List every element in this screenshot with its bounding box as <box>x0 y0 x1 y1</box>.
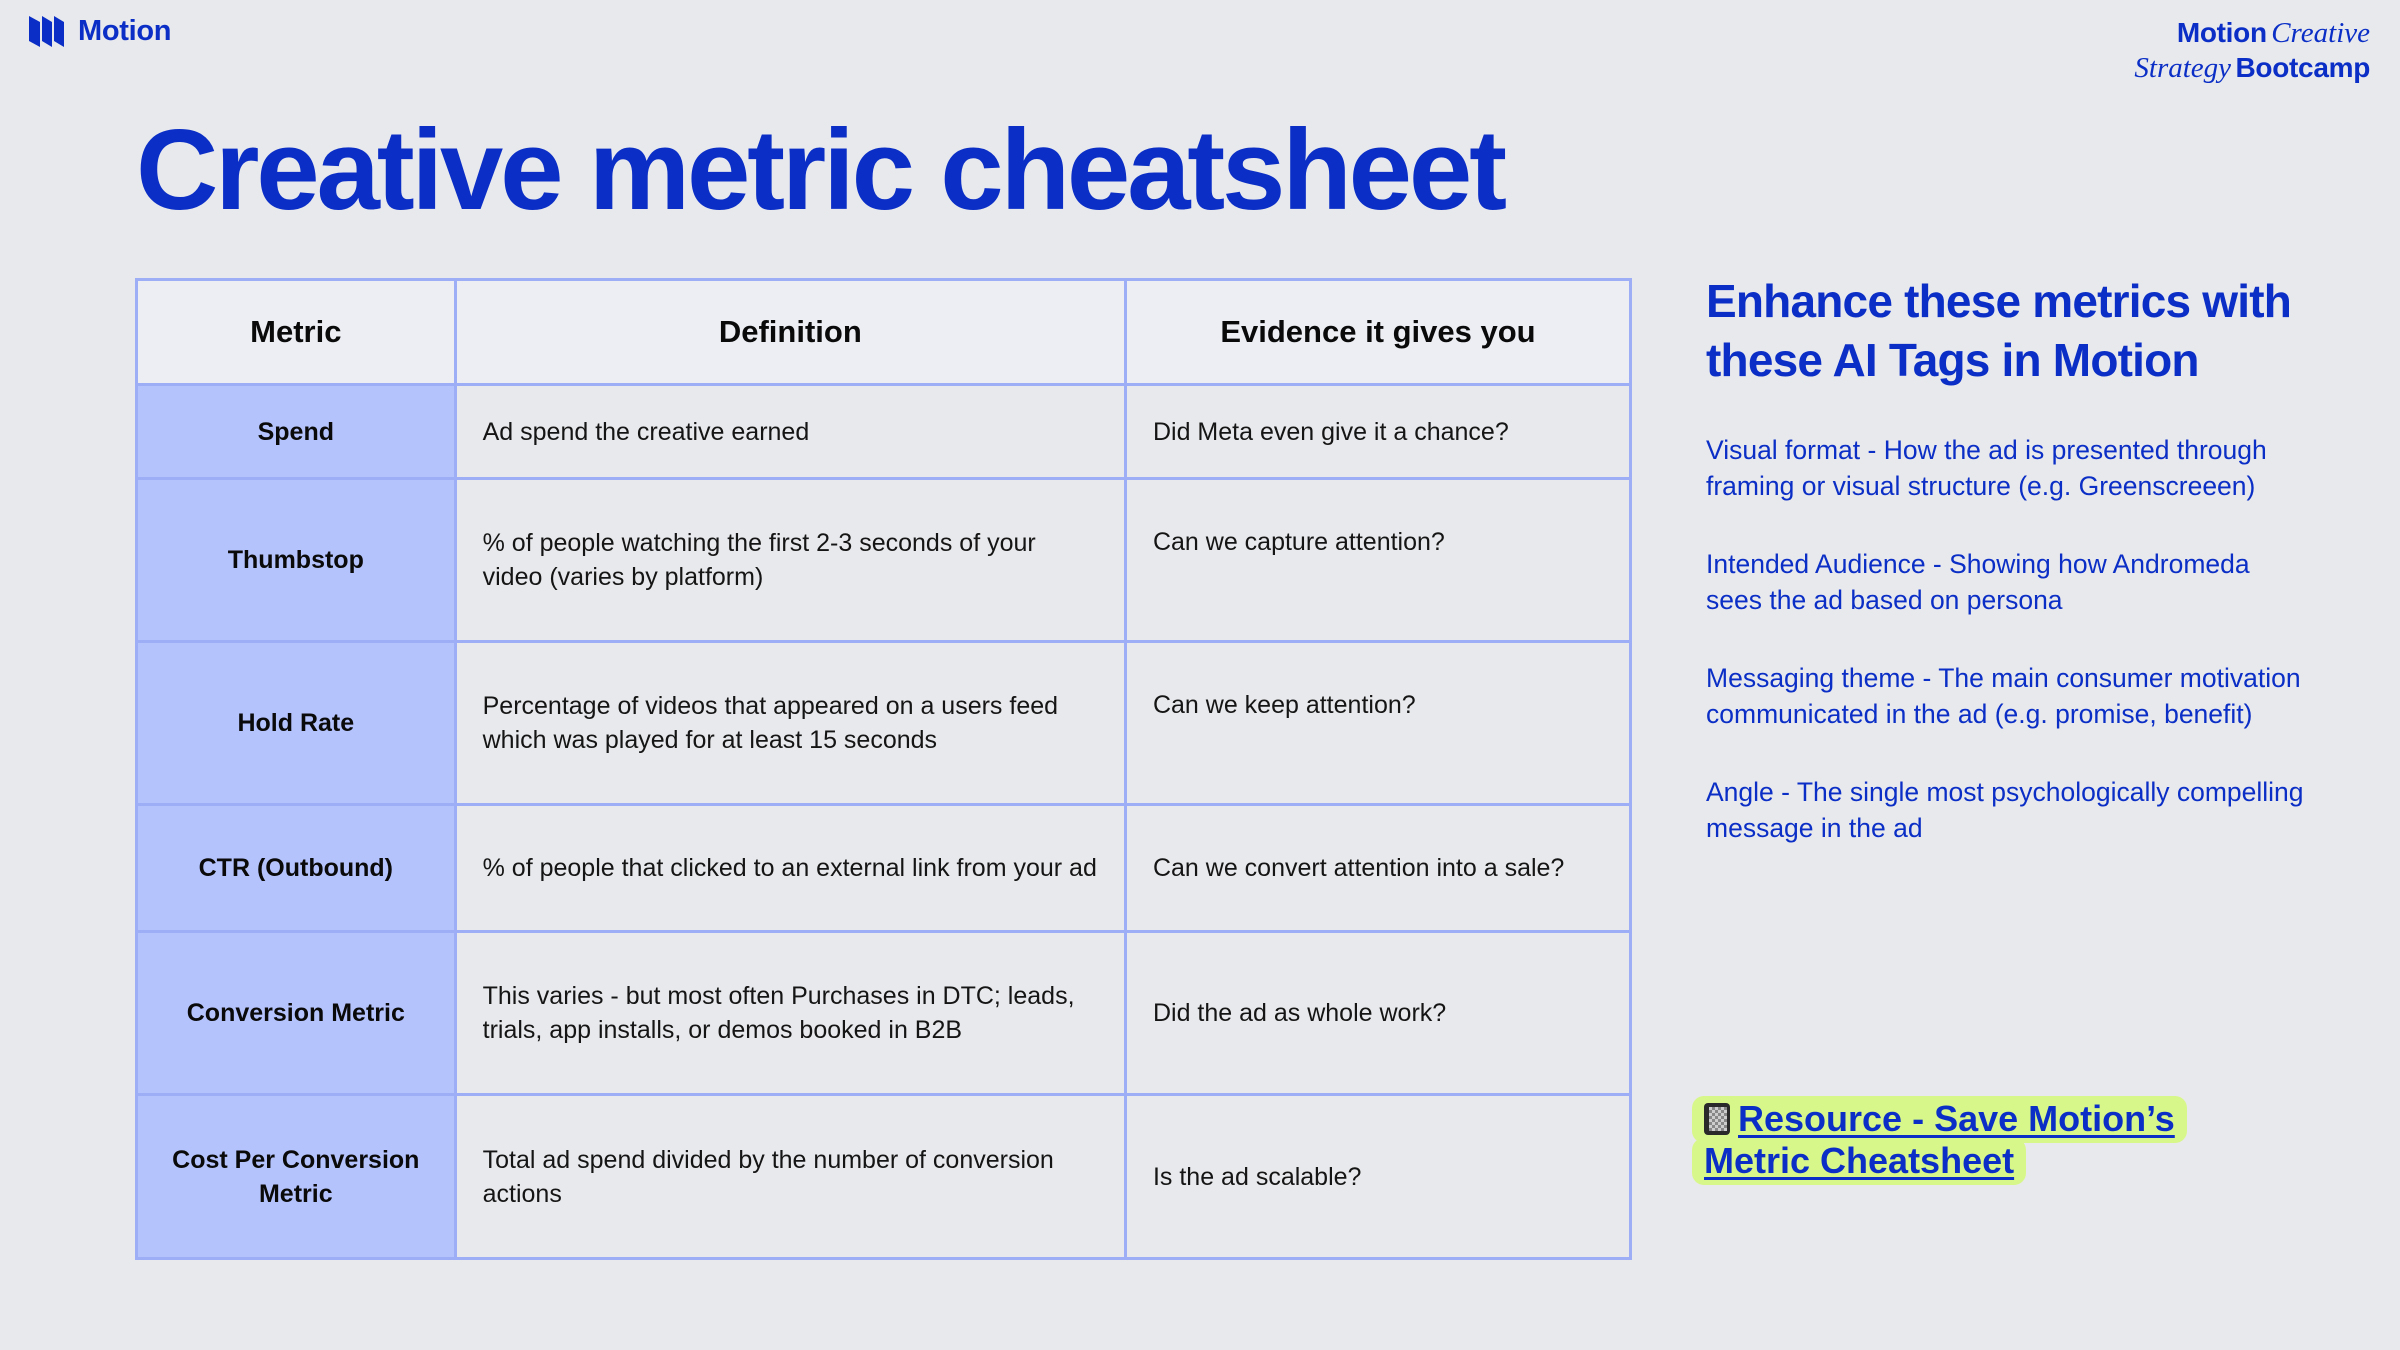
definition-cell: Percentage of videos that appeared on a users feed which was played for at least 15 seconds <box>455 642 1125 805</box>
ai-tags-heading: Enhance these metrics with these AI Tags in Motion <box>1706 275 2292 386</box>
resource-highlight <box>1692 1096 2187 1185</box>
metric-cell: CTR (Outbound) <box>137 805 456 932</box>
evidence-cell: Did the ad as whole work? <box>1125 932 1630 1095</box>
brand-motion: Motion <box>2176 17 2267 48</box>
evidence-cell: Did Meta even give it a chance? <box>1125 385 1630 479</box>
ai-tag-angle: Angle - The single most psychologically compelling message in the ad <box>1706 777 2304 843</box>
table-row <box>137 805 1631 932</box>
brand-line-2 <box>2134 53 2370 88</box>
brand-line-1 <box>2134 18 2370 53</box>
evidence-cell: Can we capture attention? <box>1125 479 1630 642</box>
motion-logo[interactable] <box>28 14 171 48</box>
evidence-cell: Can we convert attention into a sale? <box>1125 805 1630 932</box>
brand-strategy: Strategy <box>2134 52 2232 84</box>
metric-cell: Thumbstop <box>137 479 456 642</box>
definition-cell: Total ad spend divided by the number of conversion actions <box>455 1095 1125 1259</box>
metric-cell: Cost Per Conversion Metric <box>137 1095 456 1259</box>
table-row <box>137 932 1631 1095</box>
table-row <box>137 1095 1631 1259</box>
resource-callout <box>1692 1098 2282 1182</box>
header-evidence: Evidence it gives you <box>1125 280 1630 385</box>
evidence-cell: Is the ad scalable? <box>1125 1095 1630 1259</box>
bootcamp-brand-mark <box>2134 18 2370 88</box>
table-row <box>137 479 1631 642</box>
ai-tags-panel <box>1706 272 2306 888</box>
header-metric: Metric <box>137 280 456 385</box>
brand-bootcamp: Bootcamp <box>2235 52 2370 83</box>
page-title: Creative metric cheatsheet <box>136 107 1504 234</box>
resource-link[interactable]: Resource - Save Motion’s Metric Cheatsheet <box>1704 1098 2175 1181</box>
definition-cell: % of people watching the first 2-3 seconds of your video (varies by platform) <box>455 479 1125 642</box>
table-header-row <box>137 280 1631 385</box>
definition-cell: % of people that clicked to an external link from your ad <box>455 805 1125 932</box>
ai-tag-visual-format: Visual format - How the ad is presented through framing or visual structure (e.g. Greenscreeen) <box>1706 435 2267 501</box>
table-row <box>137 642 1631 805</box>
ai-tag-messaging-theme: Messaging theme - The main consumer motivation communicated in the ad (e.g. promise, benefit) <box>1706 663 2301 729</box>
motion-panels-icon <box>28 14 68 48</box>
logo-text: Motion <box>78 14 172 47</box>
evidence-cell: Can we keep attention? <box>1125 642 1630 805</box>
metric-cell: Hold Rate <box>137 642 456 805</box>
ai-tag-intended-audience: Intended Audience - Showing how Andromeda sees the ad based on persona <box>1706 549 2250 615</box>
metric-cell: Conversion Metric <box>137 932 456 1095</box>
header-definition: Definition <box>455 280 1125 385</box>
metric-cell: Spend <box>137 385 456 479</box>
metric-table <box>135 278 1632 1260</box>
definition-cell: Ad spend the creative earned <box>455 385 1125 479</box>
definition-cell: This varies - but most often Purchases in DTC; leads, trials, app installs, or demos booked in B2B <box>455 932 1125 1095</box>
notebook-icon <box>1704 1103 1730 1135</box>
table-row <box>137 385 1631 479</box>
brand-creative: Creative <box>2271 17 2370 49</box>
